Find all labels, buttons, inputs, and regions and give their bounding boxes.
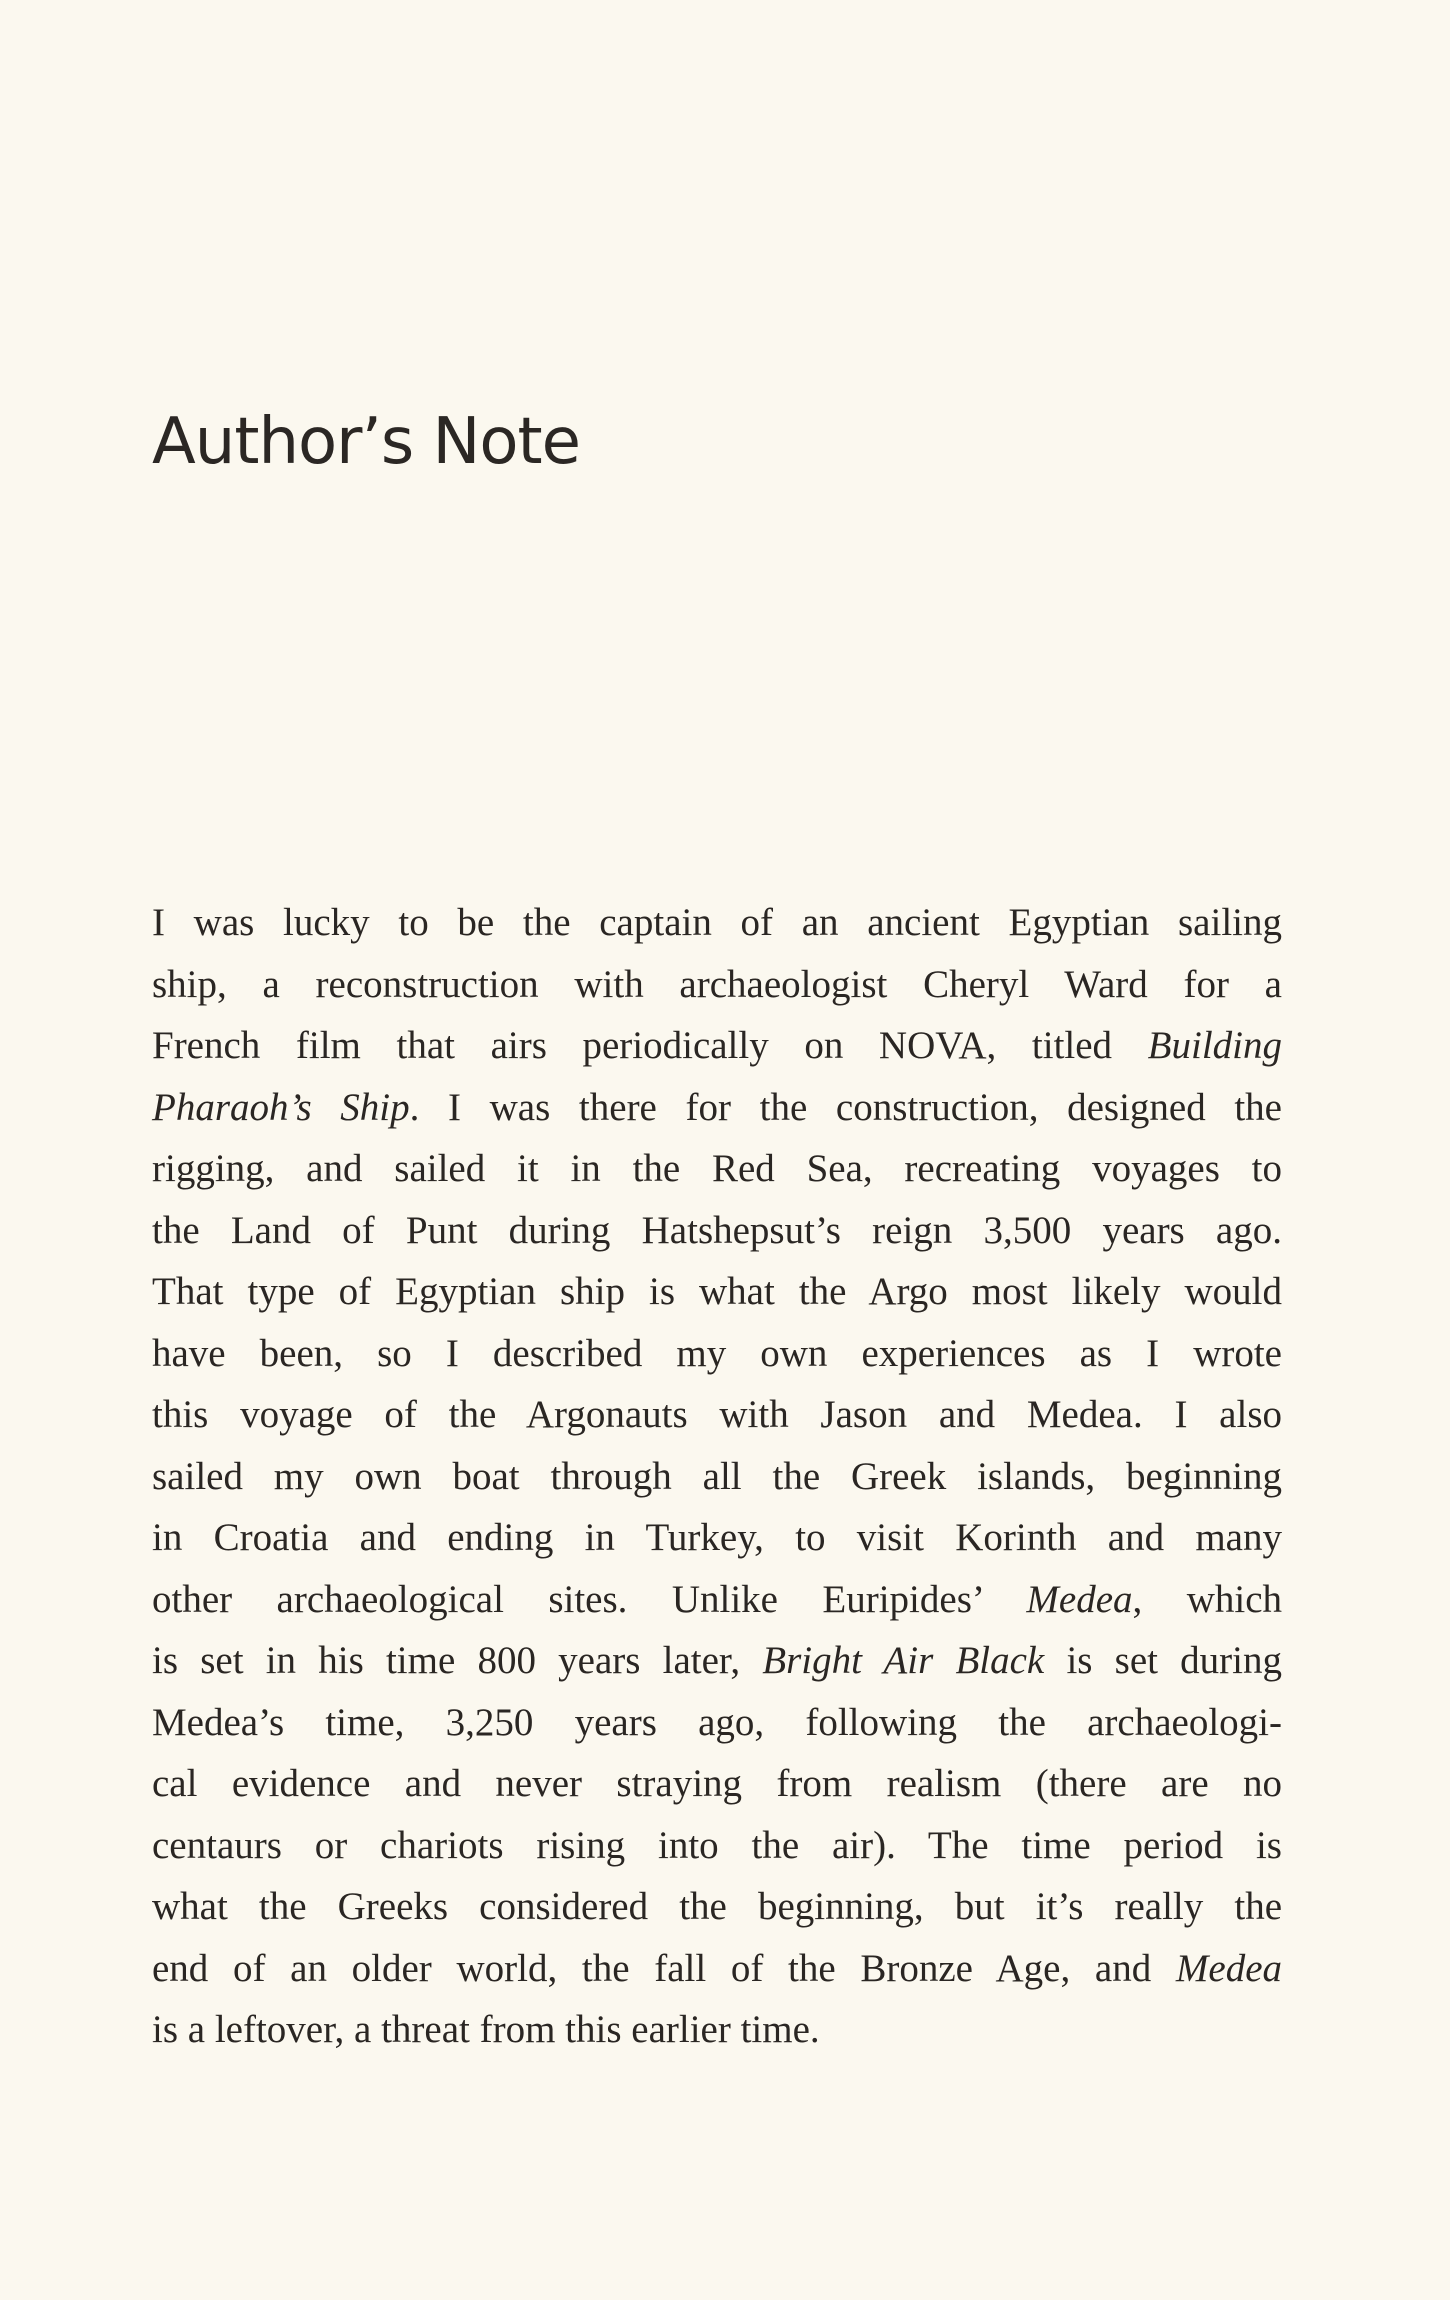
line-text: what the Greeks considered the beginning, but it’s really the bbox=[152, 1885, 1282, 1928]
text-line bbox=[152, 1261, 1282, 1323]
text-line bbox=[152, 1569, 1282, 1631]
text-line bbox=[152, 1876, 1282, 1938]
line-text: is set during bbox=[1044, 1639, 1282, 1682]
line-text: is set in his time 800 years later, bbox=[152, 1639, 763, 1682]
line-text: cal evidence and never straying from realism (there are no bbox=[152, 1762, 1282, 1805]
text-line bbox=[152, 1630, 1282, 1692]
text-line bbox=[152, 1015, 1282, 1077]
text-line bbox=[152, 1200, 1282, 1262]
text-line bbox=[152, 1138, 1282, 1200]
italic-title-text: Medea bbox=[1175, 1946, 1282, 1990]
line-text: end of an older world, the fall of the Bronze Age, and bbox=[152, 1946, 1176, 1990]
line-text: sailed my own boat through all the Greek islands, beginning bbox=[152, 1454, 1282, 1498]
text-line bbox=[152, 1446, 1282, 1508]
line-text: ship, a reconstruction with archaeologist Cheryl Ward for a bbox=[152, 962, 1282, 1006]
body-paragraph bbox=[152, 892, 1282, 2061]
italic-title-text: Bright Air Black bbox=[762, 1639, 1045, 1682]
page-title: Author’s Note bbox=[152, 405, 580, 479]
line-text: centaurs or chariots rising into the air). The time period is bbox=[152, 1823, 1282, 1867]
line-text: rigging, and sailed it in the Red Sea, recreating voyages to bbox=[152, 1147, 1282, 1190]
line-text: have been, so I described my own experiences as I wrote bbox=[152, 1331, 1282, 1375]
text-line bbox=[152, 1384, 1282, 1446]
line-text: the Land of Punt during Hatshepsut’s reign 3,500 years ago. bbox=[152, 1208, 1282, 1252]
text-line bbox=[152, 1692, 1282, 1754]
italic-title-text: Medea bbox=[1026, 1577, 1133, 1621]
line-text: I was lucky to be the captain of an ancient Egyptian sailing bbox=[152, 901, 1282, 944]
text-line bbox=[152, 1753, 1282, 1815]
line-text: French film that airs periodically on NOVA, titled bbox=[152, 1024, 1148, 1067]
text-line bbox=[152, 1815, 1282, 1877]
text-line bbox=[152, 1077, 1282, 1139]
line-text: in Croatia and ending in Turkey, to visit Korinth and many bbox=[152, 1516, 1282, 1559]
italic-title-text: Building bbox=[1147, 1024, 1282, 1067]
text-line bbox=[152, 954, 1282, 1016]
line-text: That type of Egyptian ship is what the Argo most likely would bbox=[152, 1270, 1282, 1313]
line-text: this voyage of the Argonauts with Jason and Medea. I also bbox=[152, 1393, 1282, 1436]
text-line bbox=[152, 1999, 1282, 2061]
line-text: , which bbox=[1132, 1577, 1283, 1621]
line-text: Medea’s time, 3,250 years ago, following the archaeologi- bbox=[152, 1700, 1282, 1744]
line-text: is a leftover, a threat from this earlier time. bbox=[152, 2008, 820, 2051]
text-line bbox=[152, 1938, 1282, 2000]
text-line bbox=[152, 1507, 1282, 1569]
text-line bbox=[152, 1323, 1282, 1385]
line-text: other archaeological sites. Unlike Euripides’ bbox=[152, 1577, 1027, 1621]
text-line bbox=[152, 892, 1282, 954]
italic-title-text: Pharaoh’s Ship bbox=[152, 1085, 410, 1129]
line-text: . I was there for the construction, designed the bbox=[409, 1085, 1282, 1129]
